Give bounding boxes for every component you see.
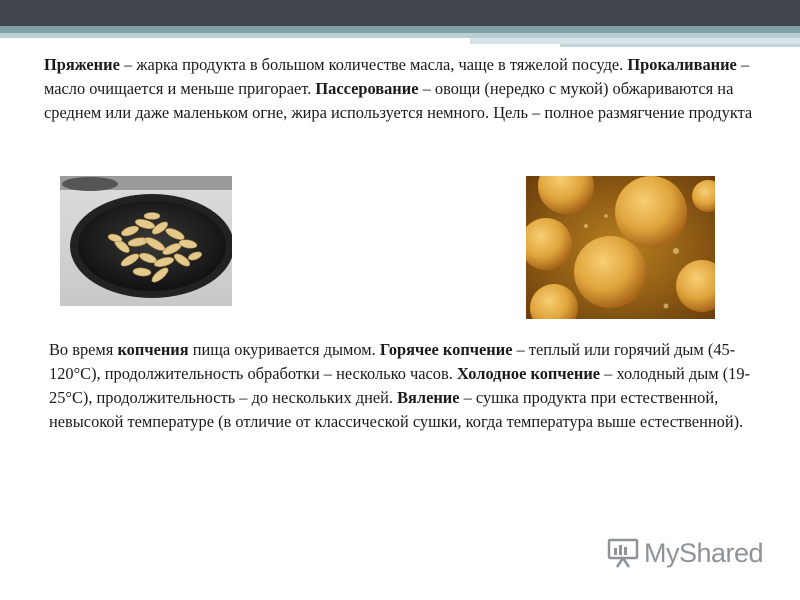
text-run: – масло очищается и меньше пригорает. xyxy=(44,55,750,98)
term-bold: копчения xyxy=(117,340,189,359)
term-bold: Холодное копчение xyxy=(456,364,601,383)
term-bold: Прокаливание xyxy=(627,55,737,74)
fried-balls-photo xyxy=(526,176,715,319)
presentation-board-icon xyxy=(606,536,640,570)
text-run: – сушка продукта при естественной, невысокой температуре (в отличие от классической сушки, когда температура выше естественной). xyxy=(49,388,744,431)
header-stripe-accent-2 xyxy=(560,44,800,47)
term-bold: Горячее копчение xyxy=(379,340,513,359)
text-run: – холодный дым (19-25°С), продолжительность – до нескольких дней. xyxy=(49,364,751,407)
frying-description xyxy=(44,53,756,125)
header-stripe xyxy=(0,26,800,33)
text-run: – овощи (нередко с мукой) обжариваются на среднем или даже маленьком огне, жира используется немного. Цель – полное размягчение продукта xyxy=(44,79,753,122)
term-bold: Пассерование xyxy=(315,79,419,98)
text-run: – теплый или горячий дым (45-120°С), продолжительность обработки – несколько часов. xyxy=(49,340,736,383)
term-bold: Пряжение xyxy=(44,55,120,74)
smoking-description xyxy=(49,338,769,434)
text-run: Во время xyxy=(49,340,118,359)
term-bold: Вяление xyxy=(397,388,460,407)
myshared-logo[interactable] xyxy=(606,536,763,570)
logo-text: MyShared xyxy=(644,537,764,568)
text-run: пища окуривается дымом. xyxy=(188,340,380,359)
text-run: – жарка продукта в большом количестве масла, чаще в тяжелой посуде. xyxy=(119,55,628,74)
frying-pan-photo xyxy=(60,176,232,306)
top-bar xyxy=(0,0,800,26)
